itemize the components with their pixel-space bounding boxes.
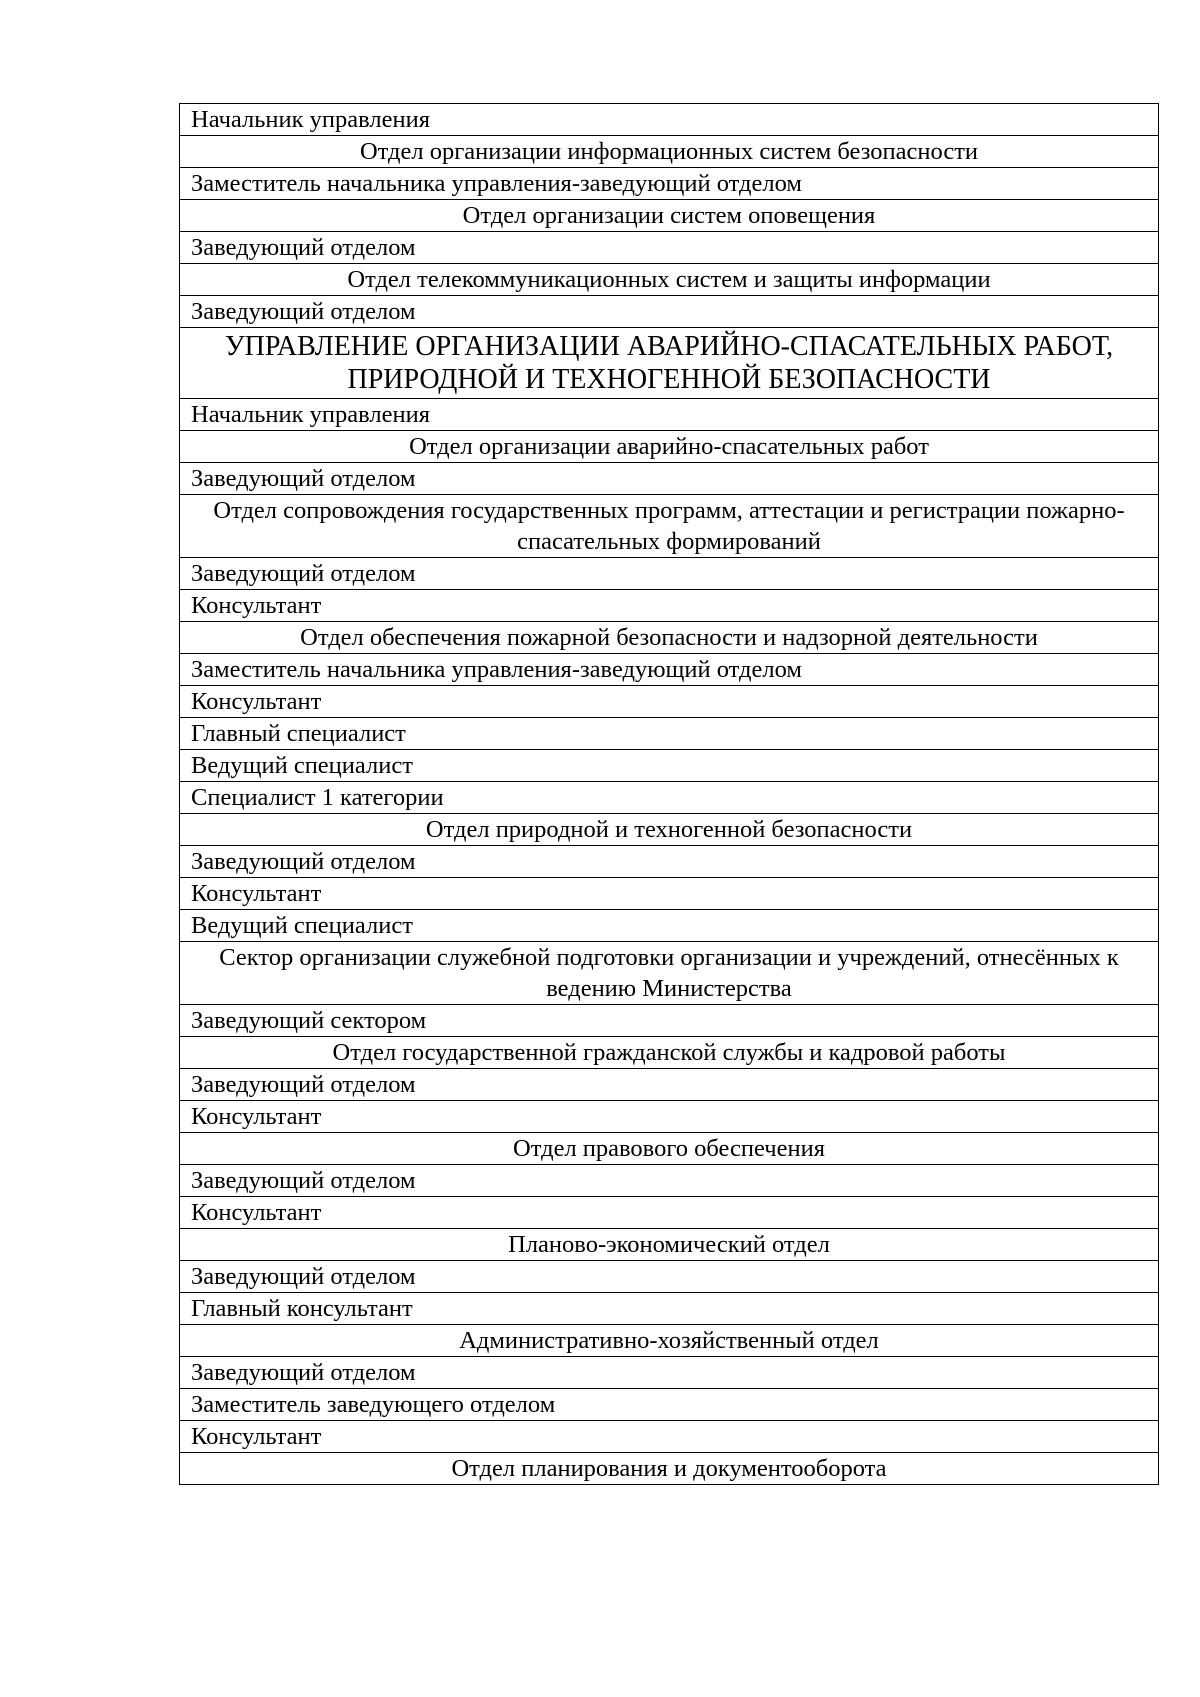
position-row <box>180 232 1159 264</box>
position-title-cell: Заместитель начальника управления-заведующий отделом <box>180 654 1159 686</box>
position-row <box>180 782 1159 814</box>
department-name-cell: Административно-хозяйственный отдел <box>180 1325 1159 1357</box>
position-row <box>180 296 1159 328</box>
position-title-cell: Заместитель заведующего отделом <box>180 1389 1159 1421</box>
position-title-cell: Заведующий отделом <box>180 1069 1159 1101</box>
position-title-cell: Заведующий отделом <box>180 1261 1159 1293</box>
position-row <box>180 686 1159 718</box>
position-row <box>180 1421 1159 1453</box>
department-header-row <box>180 136 1159 168</box>
position-row <box>180 1357 1159 1389</box>
position-row <box>180 654 1159 686</box>
department-header-row <box>180 495 1159 558</box>
department-header-row <box>180 1133 1159 1165</box>
position-row <box>180 104 1159 136</box>
position-row <box>180 463 1159 495</box>
position-row <box>180 1101 1159 1133</box>
position-title-cell: Заведующий отделом <box>180 558 1159 590</box>
position-title-cell: Заместитель начальника управления-заведующий отделом <box>180 168 1159 200</box>
position-row <box>180 558 1159 590</box>
directorate-name-cell: УПРАВЛЕНИЕ ОРГАНИЗАЦИИ АВАРИЙНО-СПАСАТЕЛЬНЫХ РАБОТ, ПРИРОДНОЙ И ТЕХНОГЕННОЙ БЕЗОПАСНОСТИ <box>180 328 1159 399</box>
position-title-cell: Заведующий отделом <box>180 463 1159 495</box>
department-name-cell: Сектор организации служебной подготовки организации и учреждений, отнесённых к ведению Министерства <box>180 942 1159 1005</box>
department-header-row <box>180 431 1159 463</box>
position-row <box>180 1261 1159 1293</box>
department-name-cell: Отдел обеспечения пожарной безопасности и надзорной деятельности <box>180 622 1159 654</box>
position-row <box>180 399 1159 431</box>
position-row <box>180 750 1159 782</box>
position-row <box>180 1005 1159 1037</box>
position-title-cell: Консультант <box>180 1101 1159 1133</box>
department-name-cell: Отдел сопровождения государственных программ, аттестации и регистрации пожарно-спасательных формирований <box>180 495 1159 558</box>
position-title-cell: Заведующий отделом <box>180 1357 1159 1389</box>
position-title-cell: Начальник управления <box>180 104 1159 136</box>
position-title-cell: Заведующий отделом <box>180 296 1159 328</box>
department-header-row <box>180 264 1159 296</box>
position-title-cell: Начальник управления <box>180 399 1159 431</box>
position-title-cell: Консультант <box>180 1421 1159 1453</box>
position-row <box>180 590 1159 622</box>
position-row <box>180 1389 1159 1421</box>
position-title-cell: Заведующий сектором <box>180 1005 1159 1037</box>
position-title-cell: Главный консультант <box>180 1293 1159 1325</box>
department-name-cell: Отдел природной и техногенной безопасности <box>180 814 1159 846</box>
position-title-cell: Специалист 1 категории <box>180 782 1159 814</box>
department-name-cell: Отдел организации систем оповещения <box>180 200 1159 232</box>
position-title-cell: Консультант <box>180 1197 1159 1229</box>
position-title-cell: Консультант <box>180 878 1159 910</box>
position-title-cell: Заведующий отделом <box>180 846 1159 878</box>
position-title-cell: Ведущий специалист <box>180 750 1159 782</box>
staff-structure-table-body <box>180 104 1159 1485</box>
position-row <box>180 846 1159 878</box>
department-name-cell: Отдел телекоммуникационных систем и защиты информации <box>180 264 1159 296</box>
department-header-row <box>180 1229 1159 1261</box>
department-name-cell: Отдел планирования и документооборота <box>180 1453 1159 1485</box>
position-title-cell: Консультант <box>180 590 1159 622</box>
position-title-cell: Консультант <box>180 686 1159 718</box>
department-header-row <box>180 1453 1159 1485</box>
department-name-cell: Планово-экономический отдел <box>180 1229 1159 1261</box>
department-name-cell: Отдел государственной гражданской службы и кадровой работы <box>180 1037 1159 1069</box>
department-header-row <box>180 622 1159 654</box>
department-header-row <box>180 200 1159 232</box>
department-name-cell: Отдел организации информационных систем безопасности <box>180 136 1159 168</box>
position-row <box>180 910 1159 942</box>
position-title-cell: Главный специалист <box>180 718 1159 750</box>
position-row <box>180 878 1159 910</box>
position-row <box>180 1293 1159 1325</box>
position-row <box>180 1165 1159 1197</box>
department-header-row <box>180 942 1159 1005</box>
department-header-row <box>180 1037 1159 1069</box>
department-name-cell: Отдел организации аварийно-спасательных работ <box>180 431 1159 463</box>
position-row <box>180 168 1159 200</box>
staff-structure-table <box>179 103 1159 1485</box>
position-title-cell: Заведующий отделом <box>180 1165 1159 1197</box>
position-row <box>180 1197 1159 1229</box>
department-header-row <box>180 1325 1159 1357</box>
position-title-cell: Ведущий специалист <box>180 910 1159 942</box>
position-row <box>180 718 1159 750</box>
directorate-header-row <box>180 328 1159 399</box>
position-row <box>180 1069 1159 1101</box>
department-name-cell: Отдел правового обеспечения <box>180 1133 1159 1165</box>
position-title-cell: Заведующий отделом <box>180 232 1159 264</box>
department-header-row <box>180 814 1159 846</box>
